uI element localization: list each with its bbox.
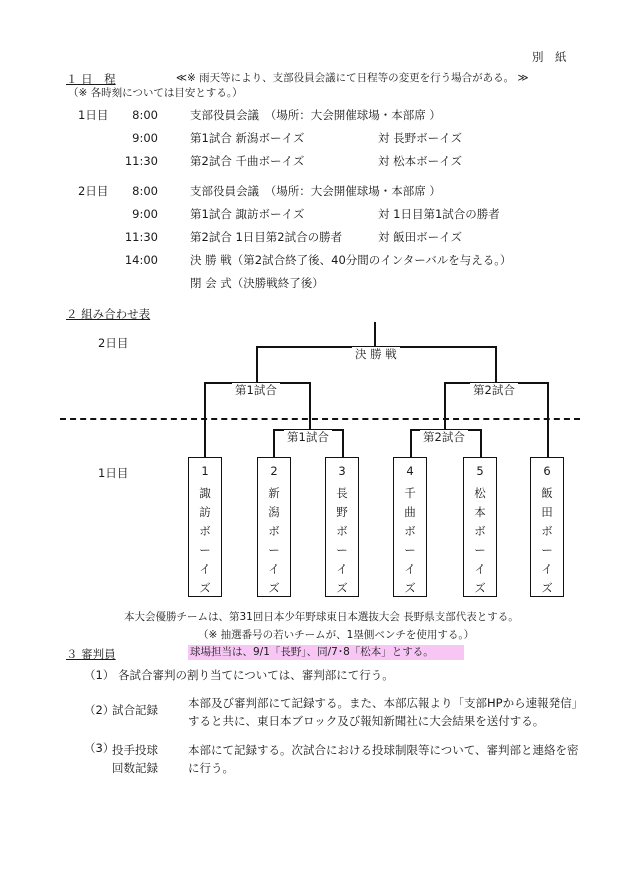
team-char: イ: [336, 562, 348, 577]
item-number: （2）: [84, 703, 115, 717]
rain-note: ≪※ 雨天等により、支部役員会議にて日程等の変更を行う場合がある。 ≫: [176, 72, 529, 84]
team-number: 4: [406, 464, 414, 478]
schedule-event: 第2試合 千曲ボーイズ: [190, 154, 305, 168]
team-box: [393, 457, 427, 597]
schedule-event: 支部役員会議 （場所：大会開催球場・本部席 ）: [190, 108, 441, 122]
team-char: ボ: [268, 524, 280, 539]
team-char: ズ: [336, 581, 348, 596]
team-char: 曲: [404, 505, 416, 520]
schedule-event: 第1試合 諏訪ボーイズ: [190, 207, 305, 221]
bench-note: （※ 抽選番号の若いチームが、1塁側ベンチを使用する。）: [198, 629, 475, 641]
bracket-day1-label: 1日目: [98, 466, 129, 480]
schedule-event: 第1試合 新潟ボーイズ: [190, 131, 305, 145]
team-char: 千: [404, 486, 416, 501]
team-char: ボ: [404, 524, 416, 539]
item-number: （3）: [84, 741, 115, 755]
team-char: 松: [474, 486, 486, 501]
bracket-line: [256, 346, 258, 383]
team-char: イ: [474, 562, 486, 577]
day2-game1-label: 第1試合: [232, 383, 280, 397]
schedule-time: 11:30: [124, 154, 158, 168]
bracket-line: [547, 382, 549, 458]
schedule-time: 14:00: [124, 253, 158, 267]
day1-game2-label: 第2試合: [420, 430, 468, 444]
section3-heading: ３ 審判員: [66, 647, 116, 661]
team-char: 本: [474, 505, 486, 520]
attachment-label: 別 紙: [532, 50, 567, 64]
team-char: ズ: [268, 581, 280, 596]
time-note: （※ 各時刻については目安とする。）: [68, 87, 243, 99]
team-char: 訪: [199, 505, 211, 520]
schedule-time: 8:00: [132, 108, 158, 122]
item-body: 本部及び審判部にて記録する。また、本部広報より「支部HPから速報発信」すると共に、東日本ブロック及び報知新聞社に大会結果を送付する。: [188, 696, 578, 728]
schedule-time: 11:30: [124, 230, 158, 244]
schedule-event: 決 勝 戦（第2試合終了後、40分間のインターバルを与える。）: [190, 253, 512, 267]
schedule-time: 9:00: [132, 131, 158, 145]
bracket-line: [410, 429, 412, 458]
schedule-opponent: 対 飯田ボーイズ: [378, 230, 463, 244]
schedule-event: 第2試合 1日目第2試合の勝者: [190, 230, 343, 244]
item-number: （1）: [84, 668, 115, 682]
team-char: 田: [541, 505, 553, 520]
team-char: イ: [268, 562, 280, 577]
schedule-event: 支部役員会議 （場所：大会開催球場・本部席 ）: [190, 184, 441, 198]
schedule-opponent: 対 1日目第1試合の勝者: [378, 207, 500, 221]
schedule-opponent: 対 長野ボーイズ: [378, 131, 463, 145]
team-char: ー: [474, 543, 486, 558]
item-title: 投手投球回数記録: [112, 743, 158, 775]
team-char: ー: [541, 543, 553, 558]
team-char: ー: [336, 543, 348, 558]
venue-note: 球場担当は、9/1「長野」、同/7･8「松本」とする。: [188, 645, 464, 660]
team-char: 長: [336, 486, 348, 501]
bracket-line: [204, 382, 206, 458]
team-box: [530, 457, 564, 597]
schedule-time: 8:00: [132, 184, 158, 198]
final-label: 決 勝 戦: [352, 347, 400, 361]
bracket-line: [495, 346, 497, 383]
team-number: 6: [543, 464, 551, 478]
team-number: 2: [270, 464, 278, 478]
team-char: 諏: [199, 486, 211, 501]
section2-heading: ２ 組み合わせ表: [66, 307, 151, 321]
team-box: [325, 457, 359, 597]
champion-note: 本大会優勝チームは、第31回日本少年野球東日本選抜大会 長野県支部代表とする。: [124, 611, 519, 623]
bracket-line: [374, 322, 376, 347]
day2-game2-label: 第2試合: [470, 383, 518, 397]
team-char: ズ: [474, 581, 486, 596]
bracket-line: [444, 382, 446, 430]
team-char: ボ: [336, 524, 348, 539]
team-number: 5: [476, 464, 484, 478]
bracket-line: [480, 429, 482, 458]
team-char: ボ: [474, 524, 486, 539]
section1-heading: １ 日 程: [66, 72, 116, 86]
team-char: ズ: [404, 581, 416, 596]
team-char: ボ: [199, 524, 211, 539]
bracket-day2-label: 2日目: [98, 336, 129, 350]
team-char: 飯: [541, 486, 553, 501]
closing-ceremony: 閉 会 式（決勝戦終了後）: [190, 276, 324, 290]
bracket-line: [273, 429, 275, 458]
team-char: イ: [199, 562, 211, 577]
day1-label: 1日目: [78, 108, 109, 122]
day1-game1-label: 第1試合: [284, 430, 332, 444]
bracket-line: [342, 429, 344, 458]
item-title: 試合記録: [112, 703, 158, 717]
team-char: 潟: [268, 505, 280, 520]
team-char: ボ: [541, 524, 553, 539]
team-char: イ: [404, 562, 416, 577]
team-char: ズ: [199, 581, 211, 596]
schedule-time: 9:00: [132, 207, 158, 221]
team-char: ー: [404, 543, 416, 558]
item-body: 本部にて記録する。次試合における投球制限等について、審判部と連絡を密に行う。: [188, 743, 579, 775]
team-char: ー: [199, 543, 211, 558]
schedule-opponent: 対 松本ボーイズ: [378, 154, 463, 168]
team-char: 野: [336, 505, 348, 520]
team-box: [463, 457, 497, 597]
team-number: 3: [338, 464, 346, 478]
item-text: 各試合審判の割り当てについては、審判部にて行う。: [118, 668, 394, 682]
team-char: ー: [268, 543, 280, 558]
team-char: 新: [268, 486, 280, 501]
team-box: [188, 457, 222, 597]
team-char: イ: [541, 562, 553, 577]
bracket-line: [309, 382, 311, 430]
day2-label: 2日目: [78, 184, 109, 198]
team-number: 1: [201, 464, 209, 478]
day-separator: [60, 418, 580, 420]
team-char: ズ: [541, 581, 553, 596]
team-box: [257, 457, 291, 597]
